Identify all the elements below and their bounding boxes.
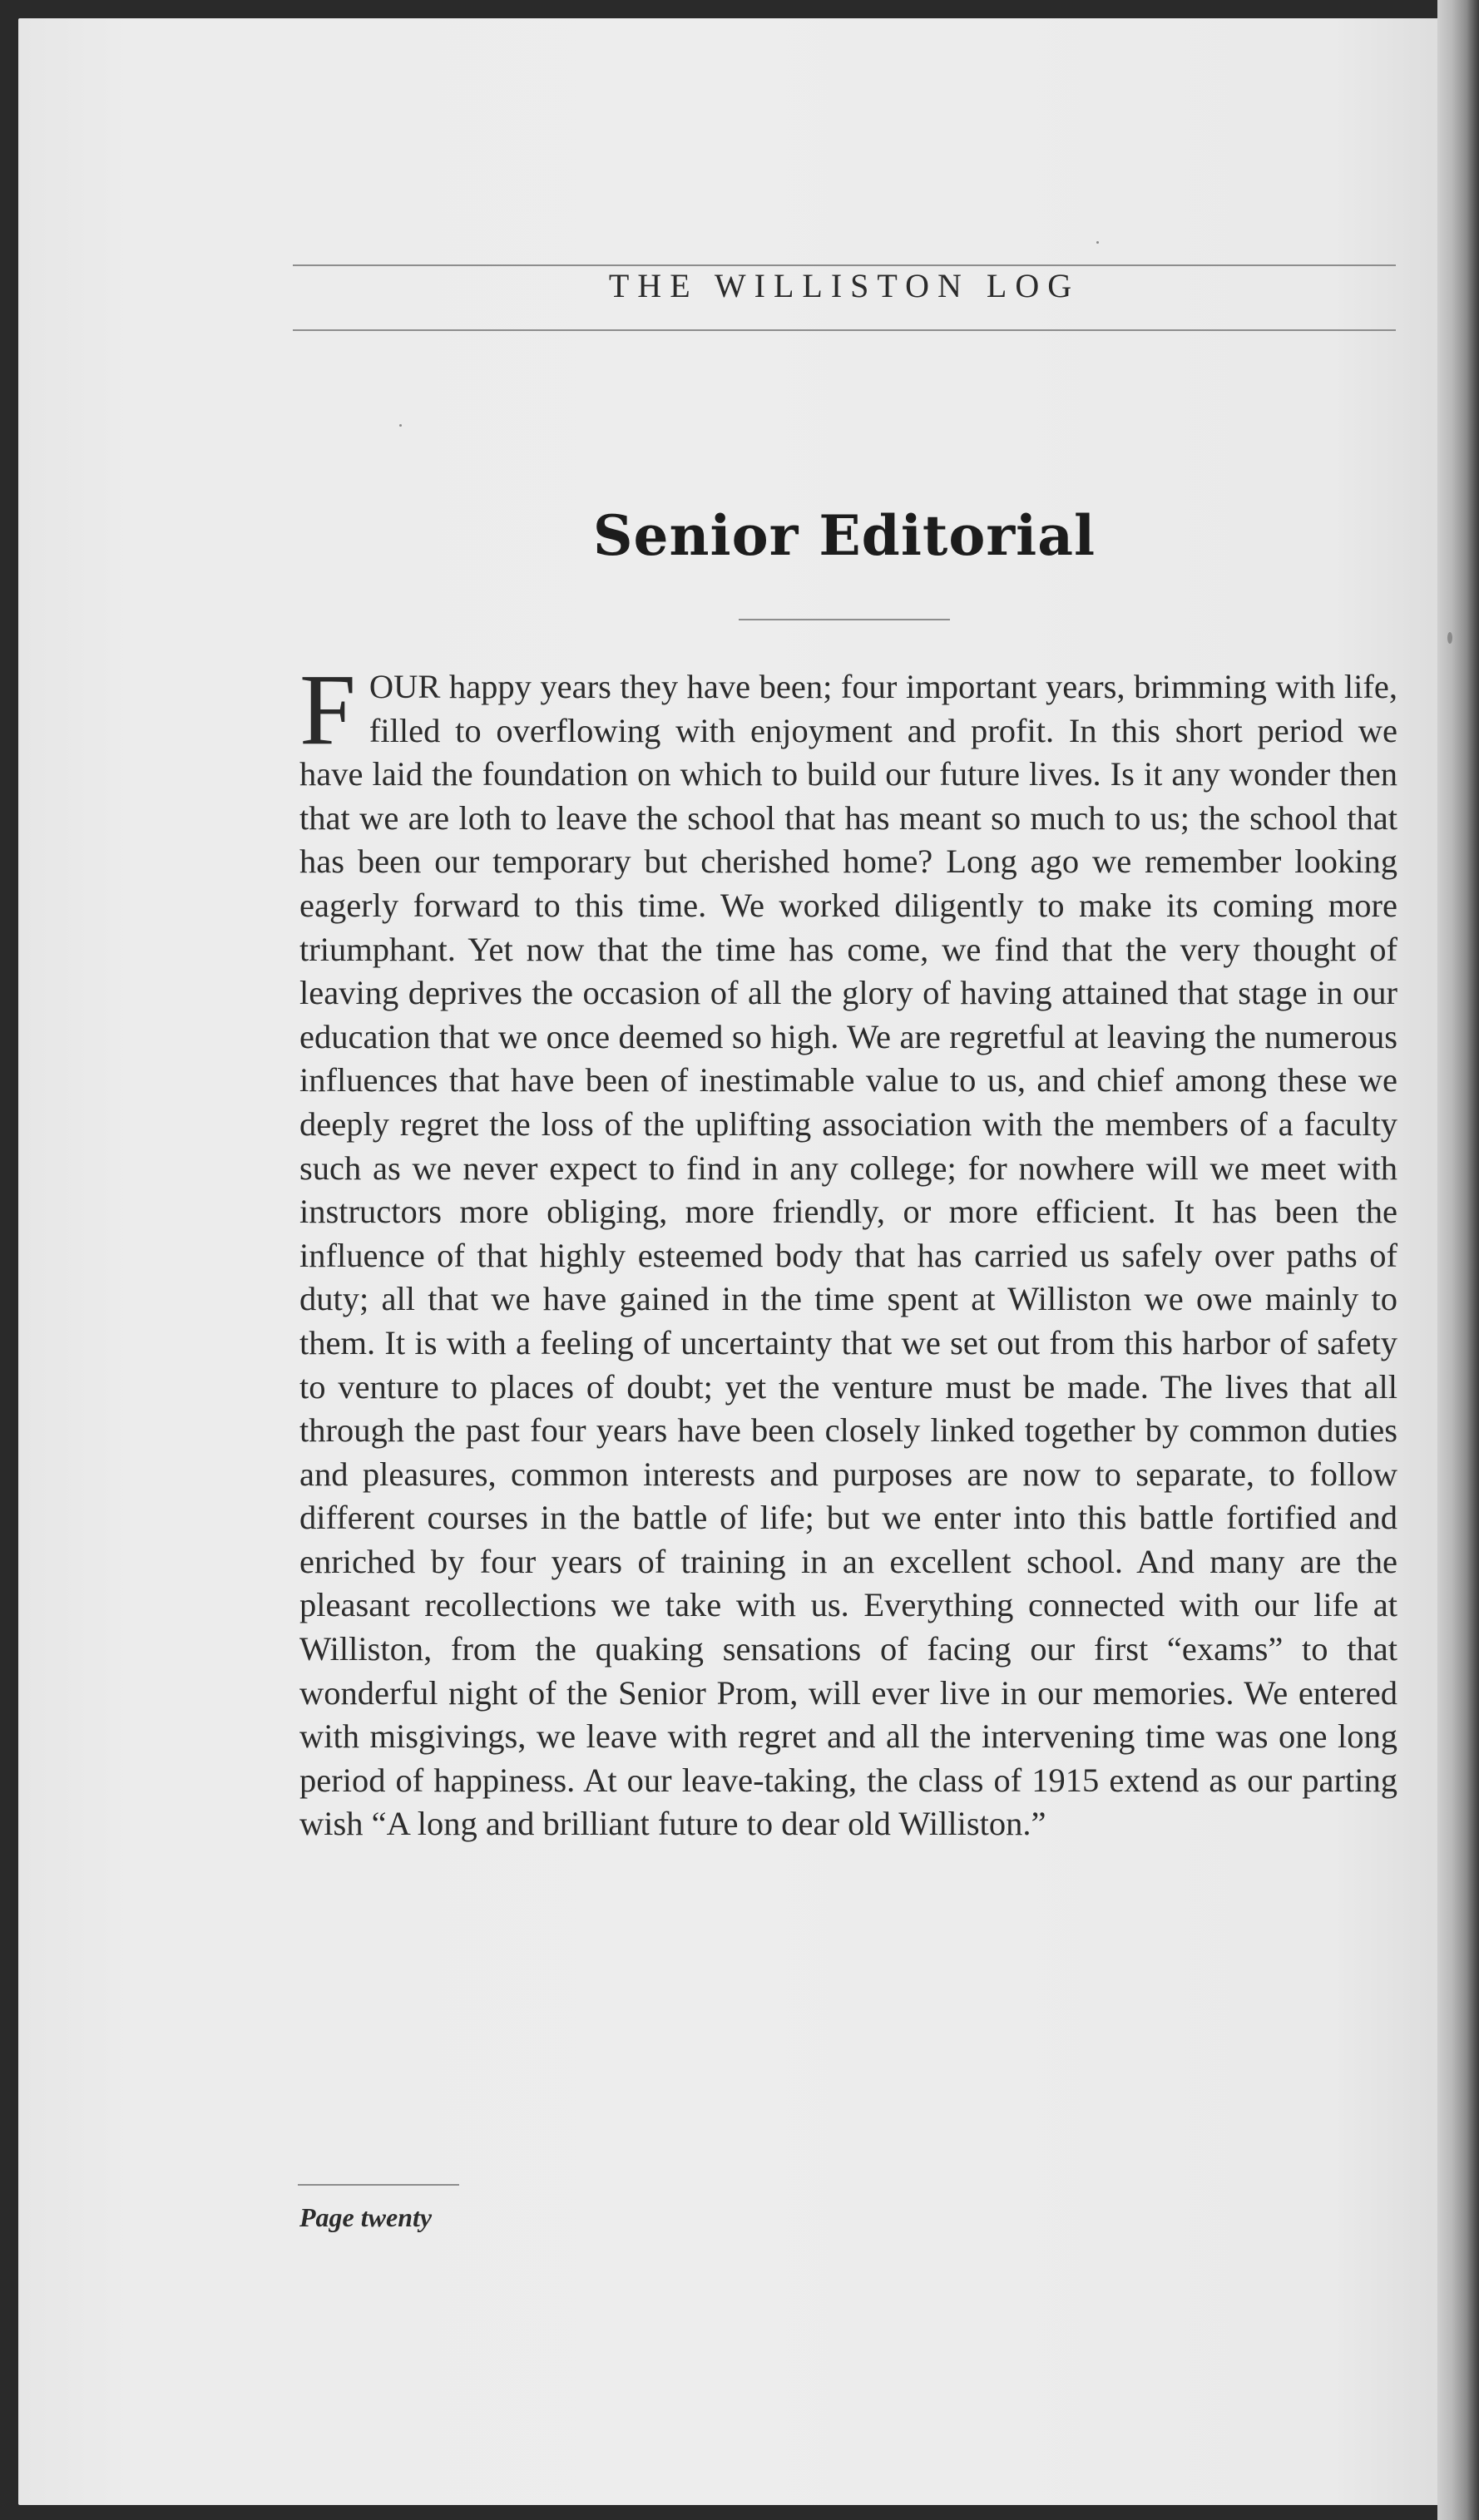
dust-speck <box>1096 241 1099 244</box>
footer-rule <box>298 2184 459 2186</box>
drop-cap: F <box>299 654 356 766</box>
dust-speck <box>399 424 402 427</box>
title-rule <box>739 619 950 620</box>
editorial-body-text: OUR happy years they have been; four important years, brimming with life, filled to overflowing with enjoyment and profit. In this short period we have laid the foundation on which to build our future lives. Is it any wonder then that we are loth to leave the school that has meant so much to us; the school that has been our temporary but cherished home? Long ago we remember looking eagerly forward to this time. We worked diligently to make its coming more triumphant. Yet now that the time has come, we find that the very thought of leaving deprives the occasion of all the glory of having attained that stage in our education that we once deemed so high. We are regretful at leaving the numerous influences that have been of inestimable value to us, and chief among these we deeply regret the loss of the uplifting association with the members of a faculty such as we never expect to find in any college; for nowhere will we meet with instructors more obliging, more friendly, or more efficient. It has been the influence of that highly esteemed body that has carried us safely over paths of duty; all that we have gained in the time spent at Williston we owe mainly to them. It is with a feeling of uncertainty that we set out from this harbor of safety to venture to places of doubt; yet the venture must be made. The lives that all through the past four years have been closely linked together by common duties and pleasures, common interests and purposes are now to separate, to follow different courses in the battle of life; but we enter into this battle fortified and enriched by four years of training in an excellent school. And many are the pleasant recollections we take with us. Everything connected with our life at Williston, from the quaking sensations of facing our first “exams” to that wonderful night of the Senior Prom, will ever live in our memories. We entered with misgivings, we leave with regret and all the intervening time was one long period of happiness. At our leave-taking, the class of 1915 extend as our parting wish “A long and brilliant future to dear old Williston.” <box>299 668 1397 1843</box>
header-rule-bottom <box>293 329 1396 331</box>
page-number-label: Page twenty <box>299 2202 433 2232</box>
dust-speck <box>1447 632 1452 644</box>
running-head-title: THE WILLISTON LOG <box>608 267 1081 304</box>
editorial-title: Senior Editorial <box>592 503 1096 568</box>
page-edge-shadow <box>1437 0 1479 2520</box>
editorial-body <box>299 654 1397 1846</box>
